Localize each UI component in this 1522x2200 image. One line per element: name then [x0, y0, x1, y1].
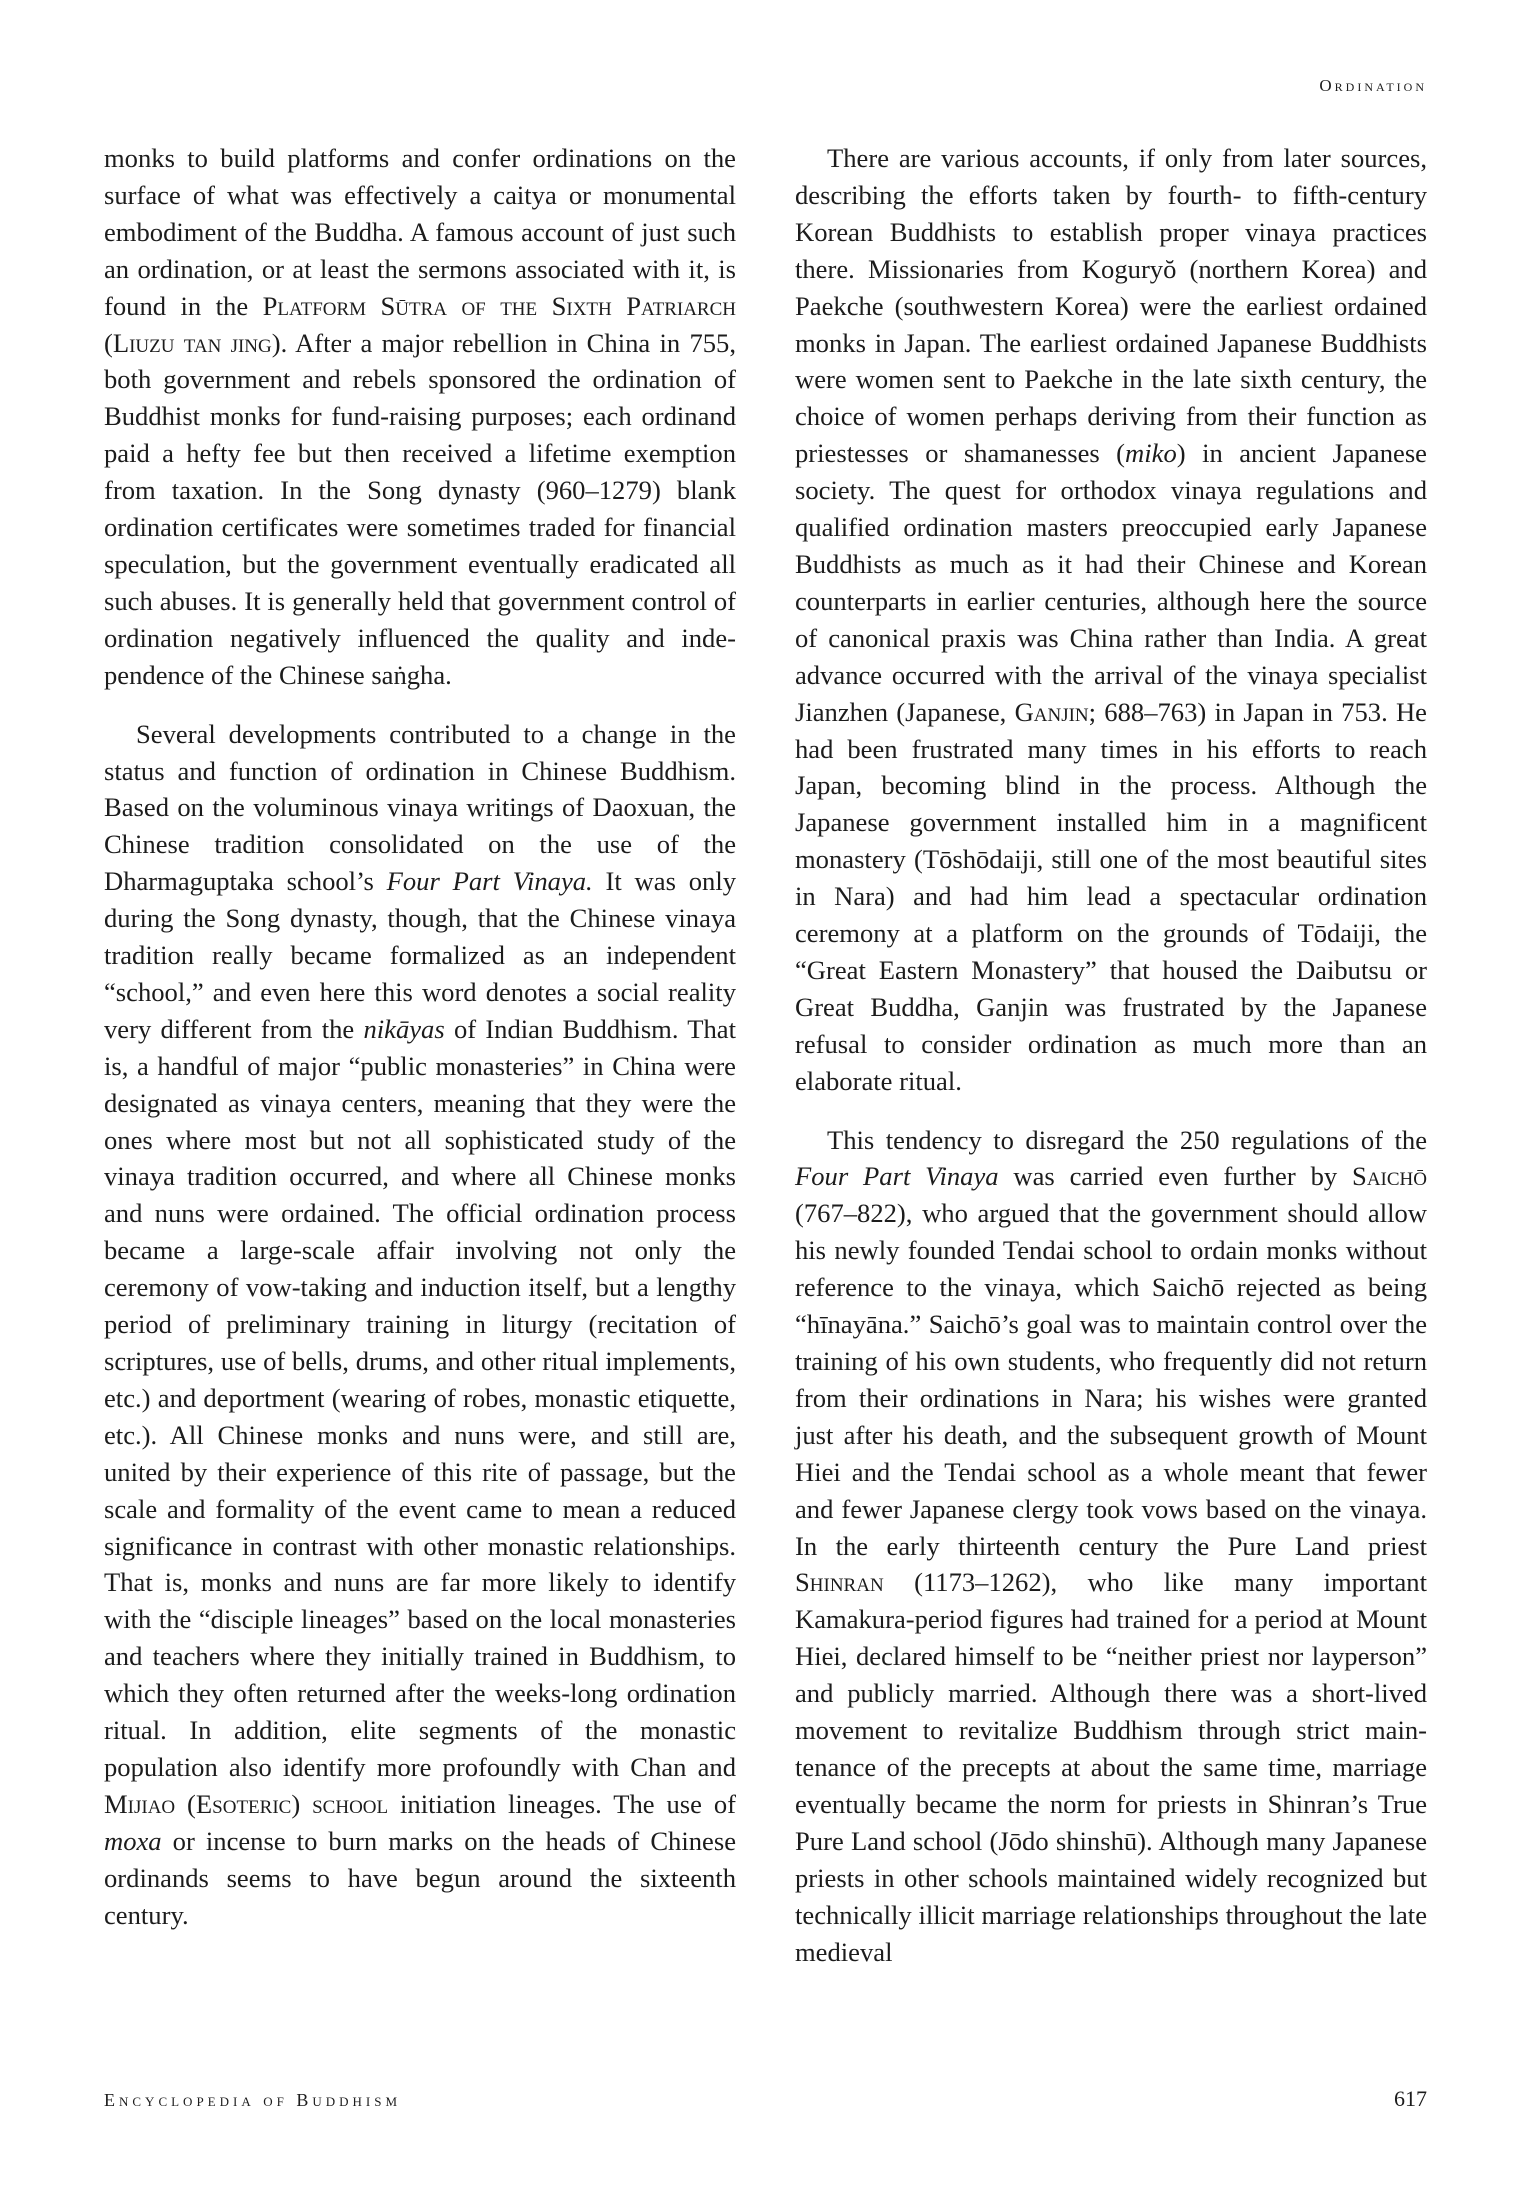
paragraph: Several developments contributed to a change in the status and function of ordination in Chinese Buddhism. Based on the voluminous vinaya writings of Daoxuan, the Chinese tradition consolidated on the use of the Dharmaguptaka school’s Four Part Vinaya. It was only during the Song dynasty, though, that the Chinese vinaya tradition really became formalized as an independent “school,” and even here this word denotes a social reality very different from the nikāyas of Indian Buddhism. That is, a handful of major “public monasteries” in China were designated as vinaya centers, meaning that they were the ones where most but not all sophisticated study of the vinaya tradition occurred, and where all Chinese monks and nuns were ordained. The official ordination process became a large-scale affair involving not only the ceremony of vow-taking and induction itself, but a lengthy period of preliminary training in liturgy (recitation of scriptures, use of bells, drums, and other ritual implements, etc.) and deportment (wearing of robes, monastic etiquette, etc.). All Chinese monks and nuns were, and still are, united by their experience of this rite of passage, but the scale and formality of the event came to mean a reduced significance in contrast with other monastic relationships. That is, monks and nuns are far more likely to identify with the “disciple lineages” based on the local monasteries and teachers where they initially trained in Buddhism, to which they often returned after the weeks-long ordination ritual. In addition, elite segments of the monastic population also identify more profoundly with Chan and Mijiao (Esoteric) school initiation lineages. The use of moxa or incense to burn marks on the heads of Chinese ordinands seems to have begun around the sixteenth century. — [104, 718, 737, 1930]
cross-reference: Platform Sūtra of the Sixth Patriarch — [262, 290, 736, 321]
italic-term: miko — [1125, 438, 1177, 469]
italic-term: nikāyas — [363, 1013, 445, 1044]
footer-book-title: Encyclopedia of Buddhism — [104, 2090, 402, 2110]
italic-title: Four Part Vinaya — [795, 1161, 999, 1192]
cross-reference: Ganjin — [1014, 696, 1089, 727]
italic-term: moxa — [104, 1825, 162, 1856]
paragraph: monks to build platforms and confer ordinations on the surface of what was effectively a caitya or monumental embodiment of the Buddha. A famous account of just such an ordination, or at least the sermons associated with it, is found in the Platform Sūtra of the Sixth Patriarch (Liuzu tan jing). After a major rebellion in China in 755, both government and rebels sponsored the ordination of Buddhist monks for fund-raising purposes; each ordinand paid a hefty fee but then received a lifetime exemption from taxation. In the Song dynasty (960–1279) blank ordination certificates were sometimes traded for financial speculation, but the government eventually eradicated all such abuses. It is generally held that government control of ordination negatively influenced the quality and independence of the Chinese saṅgha. — [104, 143, 736, 690]
cross-reference: Saichō — [1352, 1161, 1427, 1192]
cross-reference: Shinran — [795, 1567, 884, 1598]
paragraph: There are various accounts, if only from later sources, describing the efforts taken by fourth- to fifth-century Korean Buddhists to establish proper vinaya practices there. Missionaries from Koguryŏ (northern Korea) and Paekche (southwestern Korea) were the earliest ordained monks in Japan. The earliest ordained Japanese Buddhists were women sent to Paekche in the late sixth century, the choice of women perhaps deriving from their function as priestesses or shamanesses (miko) in ancient Japanese society. The quest for orthodox vinaya regulations and qualified ordination masters preoccupied early Japanese Buddhists as much as it had their Chinese and Korean counterparts in earlier centuries, although here the source of canonical praxis was China rather than India. A great advance occurred with the arrival of the vinaya specialist Jianzhen (Japanese, Ganjin; 688–763) in Japan in 753. He had been frustrated many times in his efforts to reach Japan, becoming blind in the process. Although the Japanese government installed him in a magnificent monastery (Tōshōdaiji, still one of the most beautiful sites in Nara) and had him lead a spectacular ordination ceremony at a platform on the grounds of Tōdaiji, the “Great Eastern Monastery” that housed the Daibutsu or Great Buddha, Ganjin was frustrated by the Japanese refusal to consider ordination as much more than an elaborate ritual. — [795, 143, 1427, 1096]
paragraph: This tendency to disregard the 250 regulations of the Four Part Vinaya was carried even further by Saichō (767–822), who argued that the government should allow his newly founded Tendai school to ordain monks without reference to the vinaya, which Saichō rejected as being “hīnayāna.” Saichō’s goal was to maintain control over the training of his own students, who frequently did not return from their ordinations in Nara; his wishes were granted just after his death, and the subsequent growth of Mount Hiei and the Tendai school as a whole meant that fewer and fewer Japanese clergy took vows based on the vinaya. In the early thirteenth century the Pure Land priest Shinran (1173–1262), who like many important Kamakura-period figures had trained for a period at Mount Hiei, declared himself to be “neither priest nor layperson” and publicly married. Although there was a short-lived movement to revitalize Buddhism through strict maintenance of the precepts at about the same time, marriage eventually became the norm for priests in Shinran’s True Pure Land school (Jōdo shinshū). Although many Japanese priests in other schools maintained widely recognized but technically illicit marriage relationships throughout the late medieval — [795, 1124, 1427, 1967]
cross-reference: Liuzu tan jing — [112, 327, 272, 358]
right-column — [795, 140, 1427, 1970]
running-head: Ordination — [1319, 76, 1427, 95]
italic-title: Four Part Vinaya. — [386, 866, 593, 897]
page-number: 617 — [1394, 2086, 1427, 2111]
cross-reference: Mijiao (Esoteric) school — [104, 1788, 389, 1819]
left-column — [104, 140, 736, 1934]
